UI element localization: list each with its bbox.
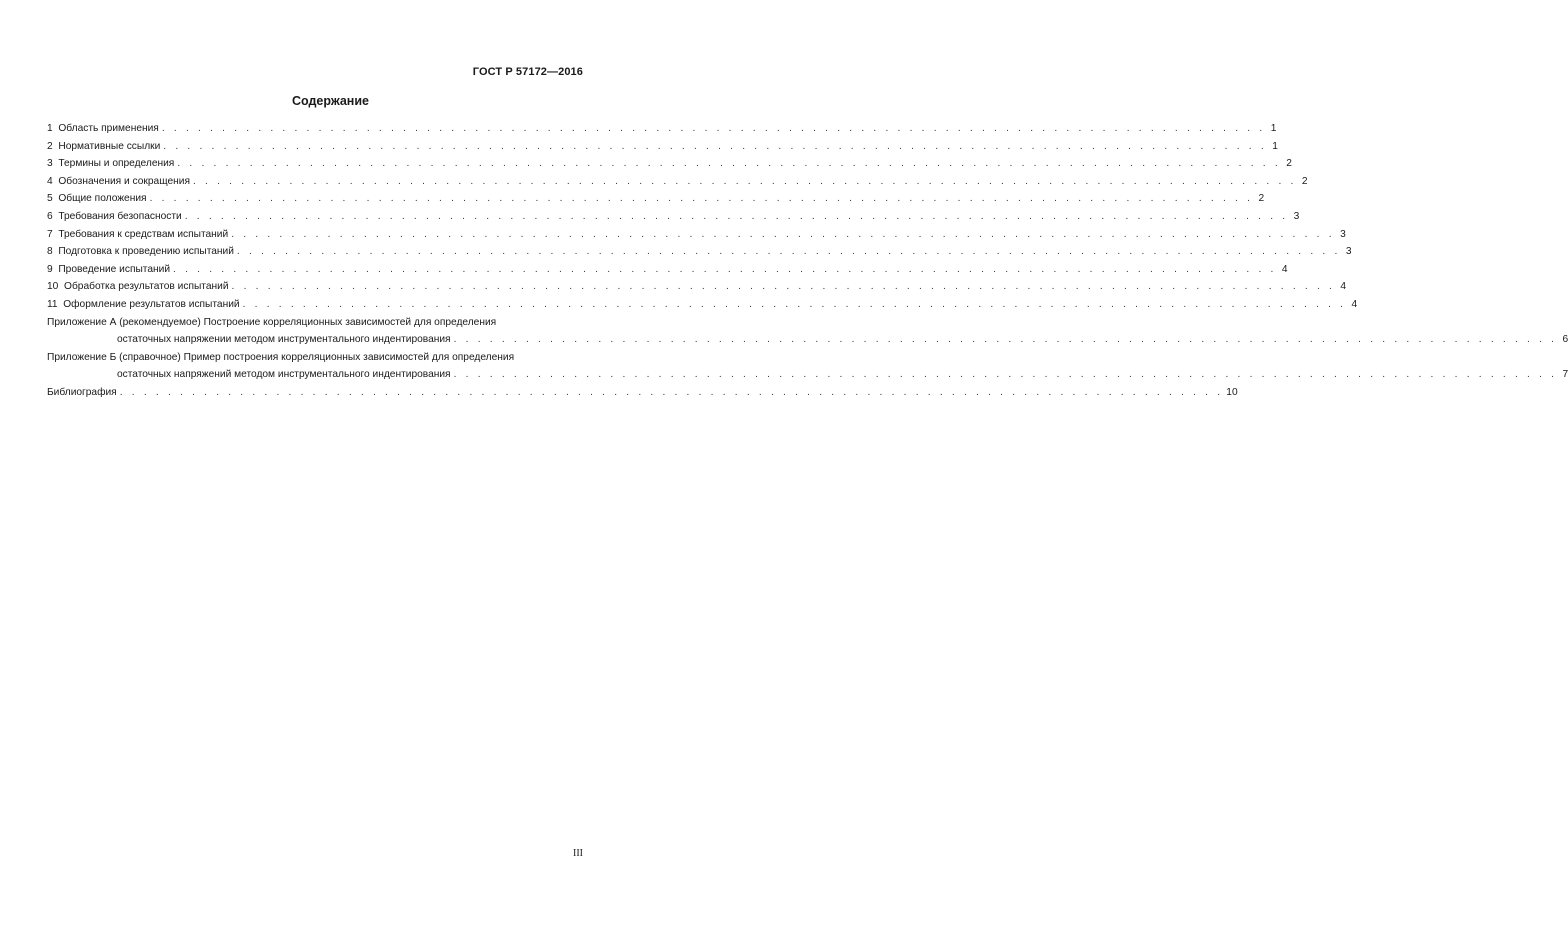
entry-number: 4 (47, 175, 53, 187)
entry-number: 11 (47, 298, 58, 310)
entry-label: Требования безопасности (58, 210, 182, 222)
toc-entry-1[interactable] (47, 120, 1277, 138)
entry-label: Проведение испытаний (58, 263, 171, 275)
entry-label: Библиография (47, 386, 117, 398)
entry-number: 1 (47, 123, 53, 134)
entry-page: 10 (1226, 386, 1238, 398)
dot-leader: . . . . . . . . . . . . . . . . . . . . . . . . . . . . . . . . . . . . . . . . . . . . . . . . . . . . . . . . . . . . . . . . . . . . . . . . . . . . . . . . . . . . . . . . . . . . (453, 334, 1558, 346)
dot-leader: . . . . . . . . . . . . . . . . . . . . . . . . . . . . . . . . . . . . . . . . . . . . . . . . . . . . . . . . . . . . . . . . . . . . . . . . . . . . . . . . . . . . . . . . . . . . (177, 158, 1281, 170)
dot-leader: . . . . . . . . . . . . . . . . . . . . . . . . . . . . . . . . . . . . . . . . . . . . . . . . . . . . . . . . . . . . . . . . . . . . . . . . . . . . . . . . . . . . . . . . . . . . (236, 246, 1341, 258)
entry-label: Термины и определения (58, 158, 175, 170)
entry-label: Оформление результатов испытаний (63, 298, 240, 310)
entry-number: 10 (47, 281, 59, 293)
entry-number: 8 (47, 246, 53, 258)
dot-leader: . . . . . . . . . . . . . . . . . . . . . . . . . . . . . . . . . . . . . . . . . . . . . . . . . . . . . . . . . . . . . . . . . . . . . . . . . . . . . . . . . . . . . . . . . . . . (119, 386, 1224, 398)
toc-title: Содержание (291, 94, 369, 108)
toc-entry-4[interactable] (47, 173, 1308, 191)
entry-number: 3 (47, 158, 53, 170)
dot-leader: . . . . . . . . . . . . . . . . . . . . . . . . . . . . . . . . . . . . . . . . . . . . . . . . . . . . . . . . . . . . . . . . . . . . . . . . . . . . . . . . . . . . . . . . . . . . (453, 369, 1558, 381)
dot-leader: . . . . . . . . . . . . . . . . . . . . . . . . . . . . . . . . . . . . . . . . . . . . . . . . . . . . . . . . . . . . . . . . . . . . . . . . . . . . . . . . . . . . . . . . . . . . (184, 210, 1289, 222)
entry-label: Обработка результатов испытаний (64, 281, 229, 293)
entry-number: 7 (47, 228, 53, 240)
entry-page: 7 (1562, 369, 1568, 381)
entry-page: 4 (1351, 298, 1358, 310)
entry-label: Подготовка к проведению испытаний (58, 246, 234, 258)
toc-bibliography[interactable] (47, 384, 1238, 402)
entry-page: 2 (1258, 193, 1265, 205)
entry-page: 4 (1281, 263, 1288, 275)
document-code: ГОСТ Р 57172—2016 (472, 66, 583, 78)
entry-label: Требования к средствам испытаний (58, 228, 229, 240)
entry-page: 3 (1345, 246, 1352, 258)
table-of-contents (47, 120, 1568, 402)
entry-page: 3 (1293, 210, 1300, 222)
toc-entry-5[interactable] (47, 190, 1265, 208)
dot-leader: . . . . . . . . . . . . . . . . . . . . . . . . . . . . . . . . . . . . . . . . . . . . . . . . . . . . . . . . . . . . . . . . . . . . . . . . . . . . . . . . . . . . . . . . . . . . (242, 298, 1347, 310)
toc-entry-9[interactable] (47, 261, 1288, 279)
entry-page: 2 (1301, 175, 1308, 187)
toc-entry-3[interactable] (47, 155, 1292, 173)
appendix-title: Приложение А (рекомендуемое) Построение корреляционных зависимостей для определения (47, 316, 497, 328)
entry-number: 6 (47, 210, 53, 222)
dot-leader: . . . . . . . . . . . . . . . . . . . . . . . . . . . . . . . . . . . . . . . . . . . . . . . . . . . . . . . . . . . . . . . . . . . . . . . . . . . . . . . . . . . . . . . . . . . . (163, 140, 1267, 152)
entry-label: Общие положения (58, 193, 147, 205)
entry-label: Область применения (58, 123, 159, 134)
entry-number: 5 (47, 193, 53, 205)
dot-leader: . . . . . . . . . . . . . . . . . . . . . . . . . . . . . . . . . . . . . . . . . . . . . . . . . . . . . . . . . . . . . . . . . . . . . . . . . . . . . . . . . . . . . . . . . . . . (173, 263, 1277, 275)
toc-appendix-a[interactable] (47, 314, 1568, 349)
dot-leader: . . . . . . . . . . . . . . . . . . . . . . . . . . . . . . . . . . . . . . . . . . . . . . . . . . . . . . . . . . . . . . . . . . . . . . . . . . . . . . . . . . . . . . . . . . . . (161, 123, 1266, 134)
dot-leader: . . . . . . . . . . . . . . . . . . . . . . . . . . . . . . . . . . . . . . . . . . . . . . . . . . . . . . . . . . . . . . . . . . . . . . . . . . . . . . . . . . . . . . . . . . . . (149, 193, 1254, 205)
entry-label: Нормативные ссылки (58, 140, 161, 152)
entry-page: 1 (1272, 140, 1278, 152)
toc-entry-6[interactable] (47, 208, 1300, 226)
toc-entry-11[interactable] (47, 296, 1358, 314)
entry-page: 6 (1562, 334, 1568, 346)
toc-entry-8[interactable] (47, 243, 1352, 261)
entry-number: 9 (47, 263, 53, 275)
dot-leader: . . . . . . . . . . . . . . . . . . . . . . . . . . . . . . . . . . . . . . . . . . . . . . . . . . . . . . . . . . . . . . . . . . . . . . . . . . . . . . . . . . . . . . . . . . . . (231, 228, 1335, 240)
entry-number: 2 (47, 140, 53, 152)
toc-appendix-b[interactable] (47, 349, 1568, 384)
toc-entry-10[interactable] (47, 278, 1347, 296)
dot-leader: . . . . . . . . . . . . . . . . . . . . . . . . . . . . . . . . . . . . . . . . . . . . . . . . . . . . . . . . . . . . . . . . . . . . . . . . . . . . . . . . . . . . . . . . . . . . (192, 175, 1297, 187)
dot-leader: . . . . . . . . . . . . . . . . . . . . . . . . . . . . . . . . . . . . . . . . . . . . . . . . . . . . . . . . . . . . . . . . . . . . . . . . . . . . . . . . . . . . . . . . . . . . (231, 281, 1336, 293)
page-number: III (573, 848, 583, 859)
entry-label: Обозначения и сокращения (58, 175, 190, 187)
entry-page: 4 (1340, 281, 1347, 293)
toc-entry-2[interactable] (47, 138, 1278, 156)
appendix-subtitle: остаточных напряжении методом инструментального индентирования (117, 334, 451, 346)
entry-page: 2 (1286, 158, 1292, 170)
appendix-subtitle: остаточных напряжений методом инструментального индентирования (117, 369, 451, 381)
toc-entry-7[interactable] (47, 226, 1346, 244)
entry-page: 3 (1340, 228, 1346, 240)
entry-page: 1 (1270, 123, 1277, 134)
appendix-title: Приложение Б (справочное) Пример построения корреляционных зависимостей для определения (47, 351, 515, 363)
